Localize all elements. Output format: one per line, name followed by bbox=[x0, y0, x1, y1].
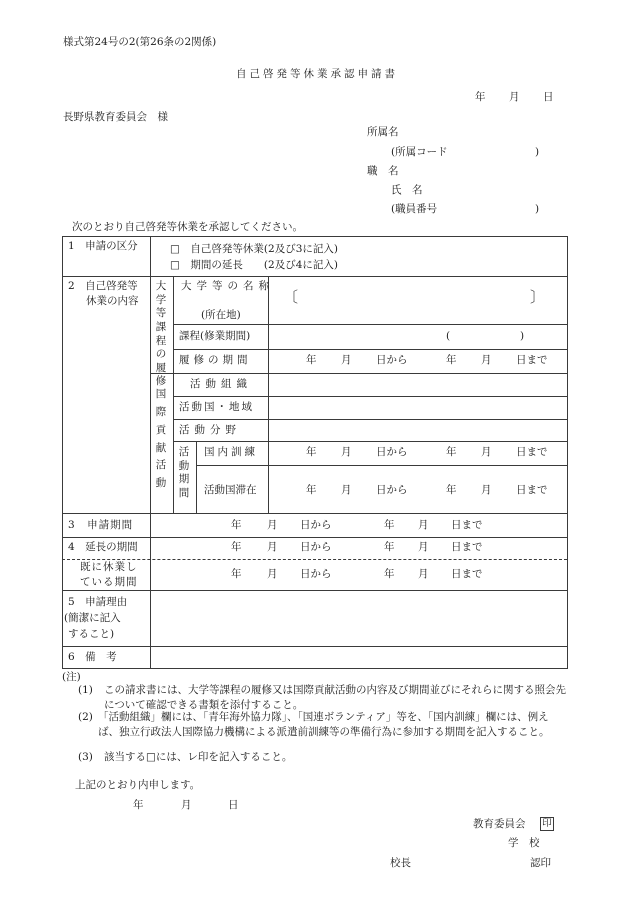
note2-text: 「活動組織」欄には、「青年海外協力隊」、「国連ボランティア」等を、「国内訓練」欄には、例えば、独立行政法人国際協力機構による派遣前訓練等の準備行為に参加する期間を記入すること。 bbox=[98, 711, 550, 739]
stay-from-month: 月 bbox=[341, 484, 352, 496]
footer-month: 月 bbox=[181, 799, 192, 811]
header-month: 月 bbox=[509, 91, 520, 103]
name-label: 氏 名 bbox=[391, 184, 423, 196]
row4b-label-line2: ている期間 bbox=[80, 576, 138, 588]
stay-to-day: 日まで bbox=[516, 484, 548, 496]
study-period-label: 履修の期間 bbox=[179, 354, 252, 366]
ext-to-month: 月 bbox=[418, 541, 429, 553]
row4-label: 4 延長の期間 bbox=[68, 541, 138, 553]
notes-heading: (注) bbox=[62, 671, 81, 683]
intl-contribution-vertical-label: 国際貢献活動 bbox=[155, 388, 167, 490]
position-label: 職 名 bbox=[367, 165, 399, 177]
univ-name-field[interactable] bbox=[296, 284, 528, 310]
course-label: 課程(修業期間) bbox=[179, 330, 251, 342]
row2-label-line2: 休業の内容 bbox=[86, 295, 139, 307]
form-number: 様式第24号の2(第26条の2関係) bbox=[63, 36, 217, 48]
ext-from-day: 日から bbox=[300, 541, 332, 553]
course-paren-open: ( bbox=[446, 330, 451, 342]
footer-year: 年 bbox=[133, 799, 144, 811]
affiliation-code-label: (所属コード bbox=[391, 146, 448, 158]
stay-abroad-label: 活動国滞在 bbox=[204, 484, 257, 496]
note1-number: (1) bbox=[78, 684, 93, 696]
note3-text: 該当する□には、レ印を記入すること。 bbox=[104, 751, 293, 763]
note1-text: この請求書には、大学等課程の履修又は国際貢献活動の内容及び期間並びにそれらに関する照会先について確認できる書類を添付すること。 bbox=[104, 684, 566, 712]
row4b-label-line1: 既に休業し bbox=[80, 561, 138, 573]
country-label: 活動国・地域 bbox=[179, 401, 254, 413]
reason-field[interactable] bbox=[152, 592, 565, 644]
field-label: 活動分野 bbox=[179, 424, 241, 436]
apply-to-year: 年 bbox=[384, 519, 395, 531]
study-from-day: 日から bbox=[376, 354, 408, 366]
study-to-month: 月 bbox=[481, 354, 492, 366]
domestic-training-label: 国内訓練 bbox=[204, 446, 258, 458]
apply-to-month: 月 bbox=[418, 519, 429, 531]
option-extension[interactable]: □ 期間の延長 (2及び4に記入) bbox=[170, 259, 338, 271]
training-to-day: 日まで bbox=[516, 446, 548, 458]
note3-number: (3) bbox=[78, 751, 93, 763]
training-to-month: 月 bbox=[481, 446, 492, 458]
row5-label-line2: (簡潔に記入 bbox=[64, 612, 121, 624]
prev-to-month: 月 bbox=[418, 568, 429, 580]
apply-to-day: 日まで bbox=[451, 519, 483, 531]
study-to-year: 年 bbox=[446, 354, 457, 366]
prev-to-year: 年 bbox=[384, 568, 395, 580]
recognition-seal: 認印 bbox=[530, 857, 551, 869]
row2-label-line1: 2 自己啓発等 bbox=[68, 280, 138, 292]
univ-location-label: (所在地) bbox=[201, 309, 241, 321]
stay-from-year: 年 bbox=[306, 484, 317, 496]
ext-from-month: 月 bbox=[267, 541, 278, 553]
ext-to-year: 年 bbox=[384, 541, 395, 553]
seal-box: 印 bbox=[540, 817, 554, 831]
header-day: 日 bbox=[543, 91, 554, 103]
training-from-day: 日から bbox=[376, 446, 408, 458]
study-from-year: 年 bbox=[306, 354, 317, 366]
univ-name-label: 大学等の名称 bbox=[181, 280, 274, 292]
prev-to-day: 日まで bbox=[451, 568, 483, 580]
stay-from-day: 日から bbox=[376, 484, 408, 496]
staff-number-label: (職員番号 bbox=[391, 203, 438, 215]
header-year: 年 bbox=[475, 91, 486, 103]
affiliation-code-close: ) bbox=[535, 146, 540, 158]
board-label: 教育委員会 bbox=[473, 818, 526, 830]
option-self-development[interactable]: □ 自己啓発等休業(2及び3に記入) bbox=[170, 243, 338, 255]
ext-from-year: 年 bbox=[231, 541, 242, 553]
study-from-month: 月 bbox=[341, 354, 352, 366]
univ-course-vertical-label: 大学等課程の履修 bbox=[155, 280, 167, 388]
row6-label: 6 備 考 bbox=[68, 651, 117, 663]
training-from-year: 年 bbox=[306, 446, 317, 458]
row5-label-line3: すること) bbox=[68, 628, 115, 640]
document-title: 自己啓発等休業承認申請書 bbox=[236, 68, 398, 80]
school-label: 学 校 bbox=[508, 837, 540, 849]
univ-bracket-right: 〕 bbox=[530, 288, 546, 306]
prev-from-day: 日から bbox=[300, 568, 332, 580]
apply-from-year: 年 bbox=[231, 519, 242, 531]
stay-to-year: 年 bbox=[446, 484, 457, 496]
stay-to-month: 月 bbox=[481, 484, 492, 496]
row5-label-line1: 5 申請理由 bbox=[68, 596, 128, 608]
note2-number: (2) bbox=[78, 711, 93, 723]
course-paren-close: ) bbox=[520, 330, 525, 342]
org-label: 活動組織 bbox=[190, 378, 252, 390]
activity-period-vertical-label: 活動期間 bbox=[178, 446, 190, 499]
footer-day: 日 bbox=[228, 799, 239, 811]
statement: 上記のとおり内申します。 bbox=[75, 779, 201, 791]
prev-from-month: 月 bbox=[267, 568, 278, 580]
training-from-month: 月 bbox=[341, 446, 352, 458]
row1-label: 1 申請の区分 bbox=[68, 240, 138, 252]
row3-label: 3 申請期間 bbox=[68, 519, 134, 531]
apply-from-day: 日から bbox=[300, 519, 332, 531]
apply-from-month: 月 bbox=[267, 519, 278, 531]
ext-to-day: 日まで bbox=[451, 541, 483, 553]
request-text: 次のとおり自己啓発等休業を承認してください。 bbox=[72, 221, 303, 233]
principal-label: 校長 bbox=[390, 857, 411, 869]
training-to-year: 年 bbox=[446, 446, 457, 458]
affiliation-label: 所属名 bbox=[367, 126, 399, 138]
univ-bracket-left: 〔 bbox=[283, 288, 299, 306]
staff-number-close: ) bbox=[535, 203, 540, 215]
addressee: 長野県教育委員会 様 bbox=[63, 111, 168, 123]
study-to-day: 日まで bbox=[516, 354, 548, 366]
remarks-field[interactable] bbox=[152, 648, 565, 667]
prev-from-year: 年 bbox=[231, 568, 242, 580]
